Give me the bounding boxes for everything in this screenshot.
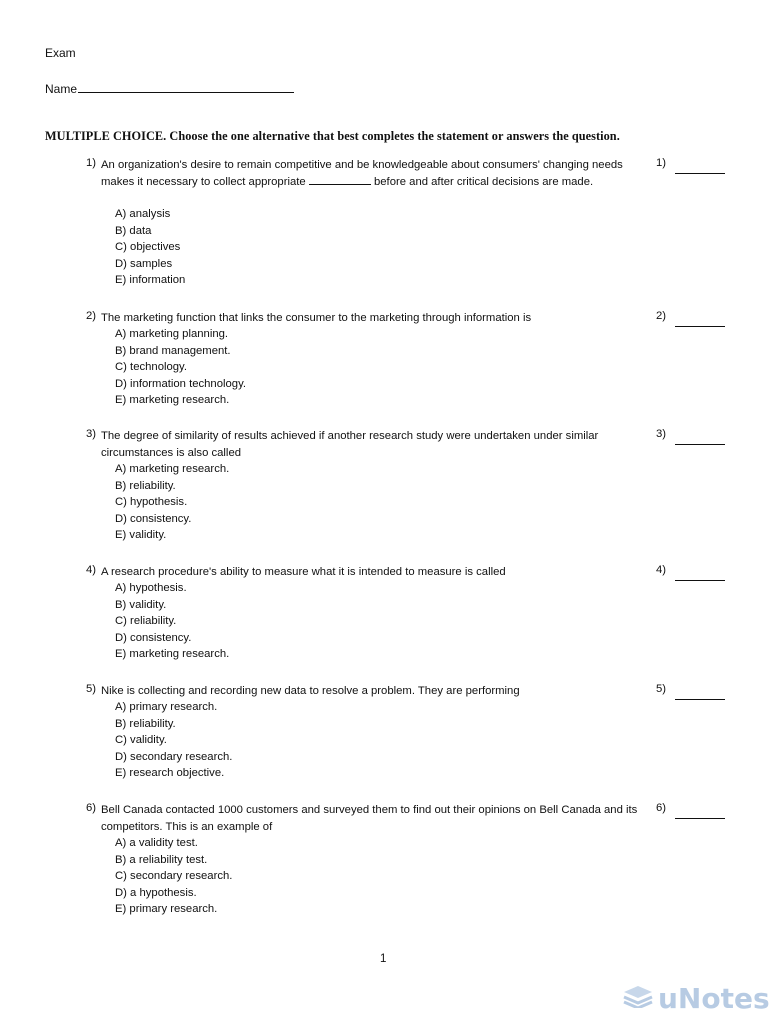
option-a: A) a validity test. xyxy=(115,837,198,849)
option-c: C) secondary research. xyxy=(115,870,233,882)
option-a: A) analysis xyxy=(115,208,171,220)
option-a: A) marketing research. xyxy=(115,463,230,475)
option-b: B) a reliability test. xyxy=(115,853,208,866)
question-text-part: An organization's desire to remain competitive and be knowledgeable about consumers' changing needs makes it necessary to collect appropriate xyxy=(101,159,623,188)
option-e: E) validity. xyxy=(115,529,167,541)
option-e: E) marketing research. xyxy=(115,394,230,406)
question-text: The marketing function that links the consumer to the marketing through information is xyxy=(101,312,532,324)
option-d: D) a hypothesis. xyxy=(115,886,197,899)
option-d: D) consistency. xyxy=(115,512,192,525)
option-b: B) data xyxy=(115,224,152,237)
option-b: B) reliability. xyxy=(115,717,176,730)
answer-number: 5) xyxy=(656,683,667,695)
option-list xyxy=(115,326,246,409)
name-blank-line xyxy=(78,80,294,93)
page-number: 1 xyxy=(380,953,387,965)
option-b: B) brand management. xyxy=(115,344,231,357)
option-a: A) marketing planning. xyxy=(115,328,229,340)
name-label: Name xyxy=(45,82,78,96)
question-text: A research procedure's ability to measure what it is intended to measure is called xyxy=(101,566,506,578)
option-e: E) primary research. xyxy=(115,903,218,915)
option-a: A) hypothesis. xyxy=(115,582,187,594)
name-field xyxy=(45,80,294,96)
stacked-books-icon xyxy=(622,984,654,1013)
answer-blank-line xyxy=(675,699,725,700)
option-d: D) secondary research. xyxy=(115,750,233,763)
answer-number: 4) xyxy=(656,564,667,576)
option-e: E) information xyxy=(115,274,186,286)
option-a: A) primary research. xyxy=(115,701,218,713)
option-b: B) reliability. xyxy=(115,479,176,492)
option-c: C) reliability. xyxy=(115,615,177,627)
answer-blank-line xyxy=(675,818,725,819)
question-number: 2) xyxy=(86,310,97,322)
fill-in-blank xyxy=(309,174,371,185)
option-d: D) samples xyxy=(115,257,173,270)
option-list xyxy=(115,835,232,918)
watermark-text: uNotes xyxy=(658,982,770,1015)
question-text: Nike is collecting and recording new data to resolve a problem. They are performing xyxy=(101,685,520,697)
option-list xyxy=(115,461,229,544)
answer-number: 3) xyxy=(656,428,667,440)
answer-blank-line xyxy=(675,444,725,445)
question-number: 4) xyxy=(86,564,97,576)
option-list xyxy=(115,699,232,782)
answer-number: 2) xyxy=(656,310,667,322)
option-d: D) consistency. xyxy=(115,631,192,644)
watermark xyxy=(622,982,770,1015)
question-text: Bell Canada contacted 1000 customers and surveyed them to find out their opinions on Bell Canada and its competitors. This is an example of xyxy=(101,804,638,833)
option-c: C) technology. xyxy=(115,361,188,373)
option-e: E) research objective. xyxy=(115,767,225,779)
question-text: The degree of similarity of results achieved if another research study were undertaken under similar circumstances is also called xyxy=(101,430,599,459)
exam-title: Exam xyxy=(45,46,76,60)
question-number: 6) xyxy=(86,802,97,814)
option-list xyxy=(115,206,185,289)
answer-blank-line xyxy=(675,580,725,581)
option-c: C) validity. xyxy=(115,734,167,746)
section-heading: MULTIPLE CHOICE. Choose the one alternative that best completes the statement or answers the question. xyxy=(45,129,620,143)
question-text-part: before and after critical decisions are made. xyxy=(373,175,594,188)
option-c: C) objectives xyxy=(115,241,181,253)
option-e: E) marketing research. xyxy=(115,648,230,660)
question-number: 1) xyxy=(86,157,97,169)
option-list xyxy=(115,580,229,663)
question-text xyxy=(101,157,646,190)
option-d: D) information technology. xyxy=(115,377,247,390)
answer-number: 6) xyxy=(656,802,667,814)
option-b: B) validity. xyxy=(115,598,167,611)
question-number: 3) xyxy=(86,428,97,440)
option-c: C) hypothesis. xyxy=(115,496,188,508)
answer-number: 1) xyxy=(656,157,667,169)
answer-blank-line xyxy=(675,326,725,327)
answer-blank-line xyxy=(675,173,725,174)
question-number: 5) xyxy=(86,683,97,695)
